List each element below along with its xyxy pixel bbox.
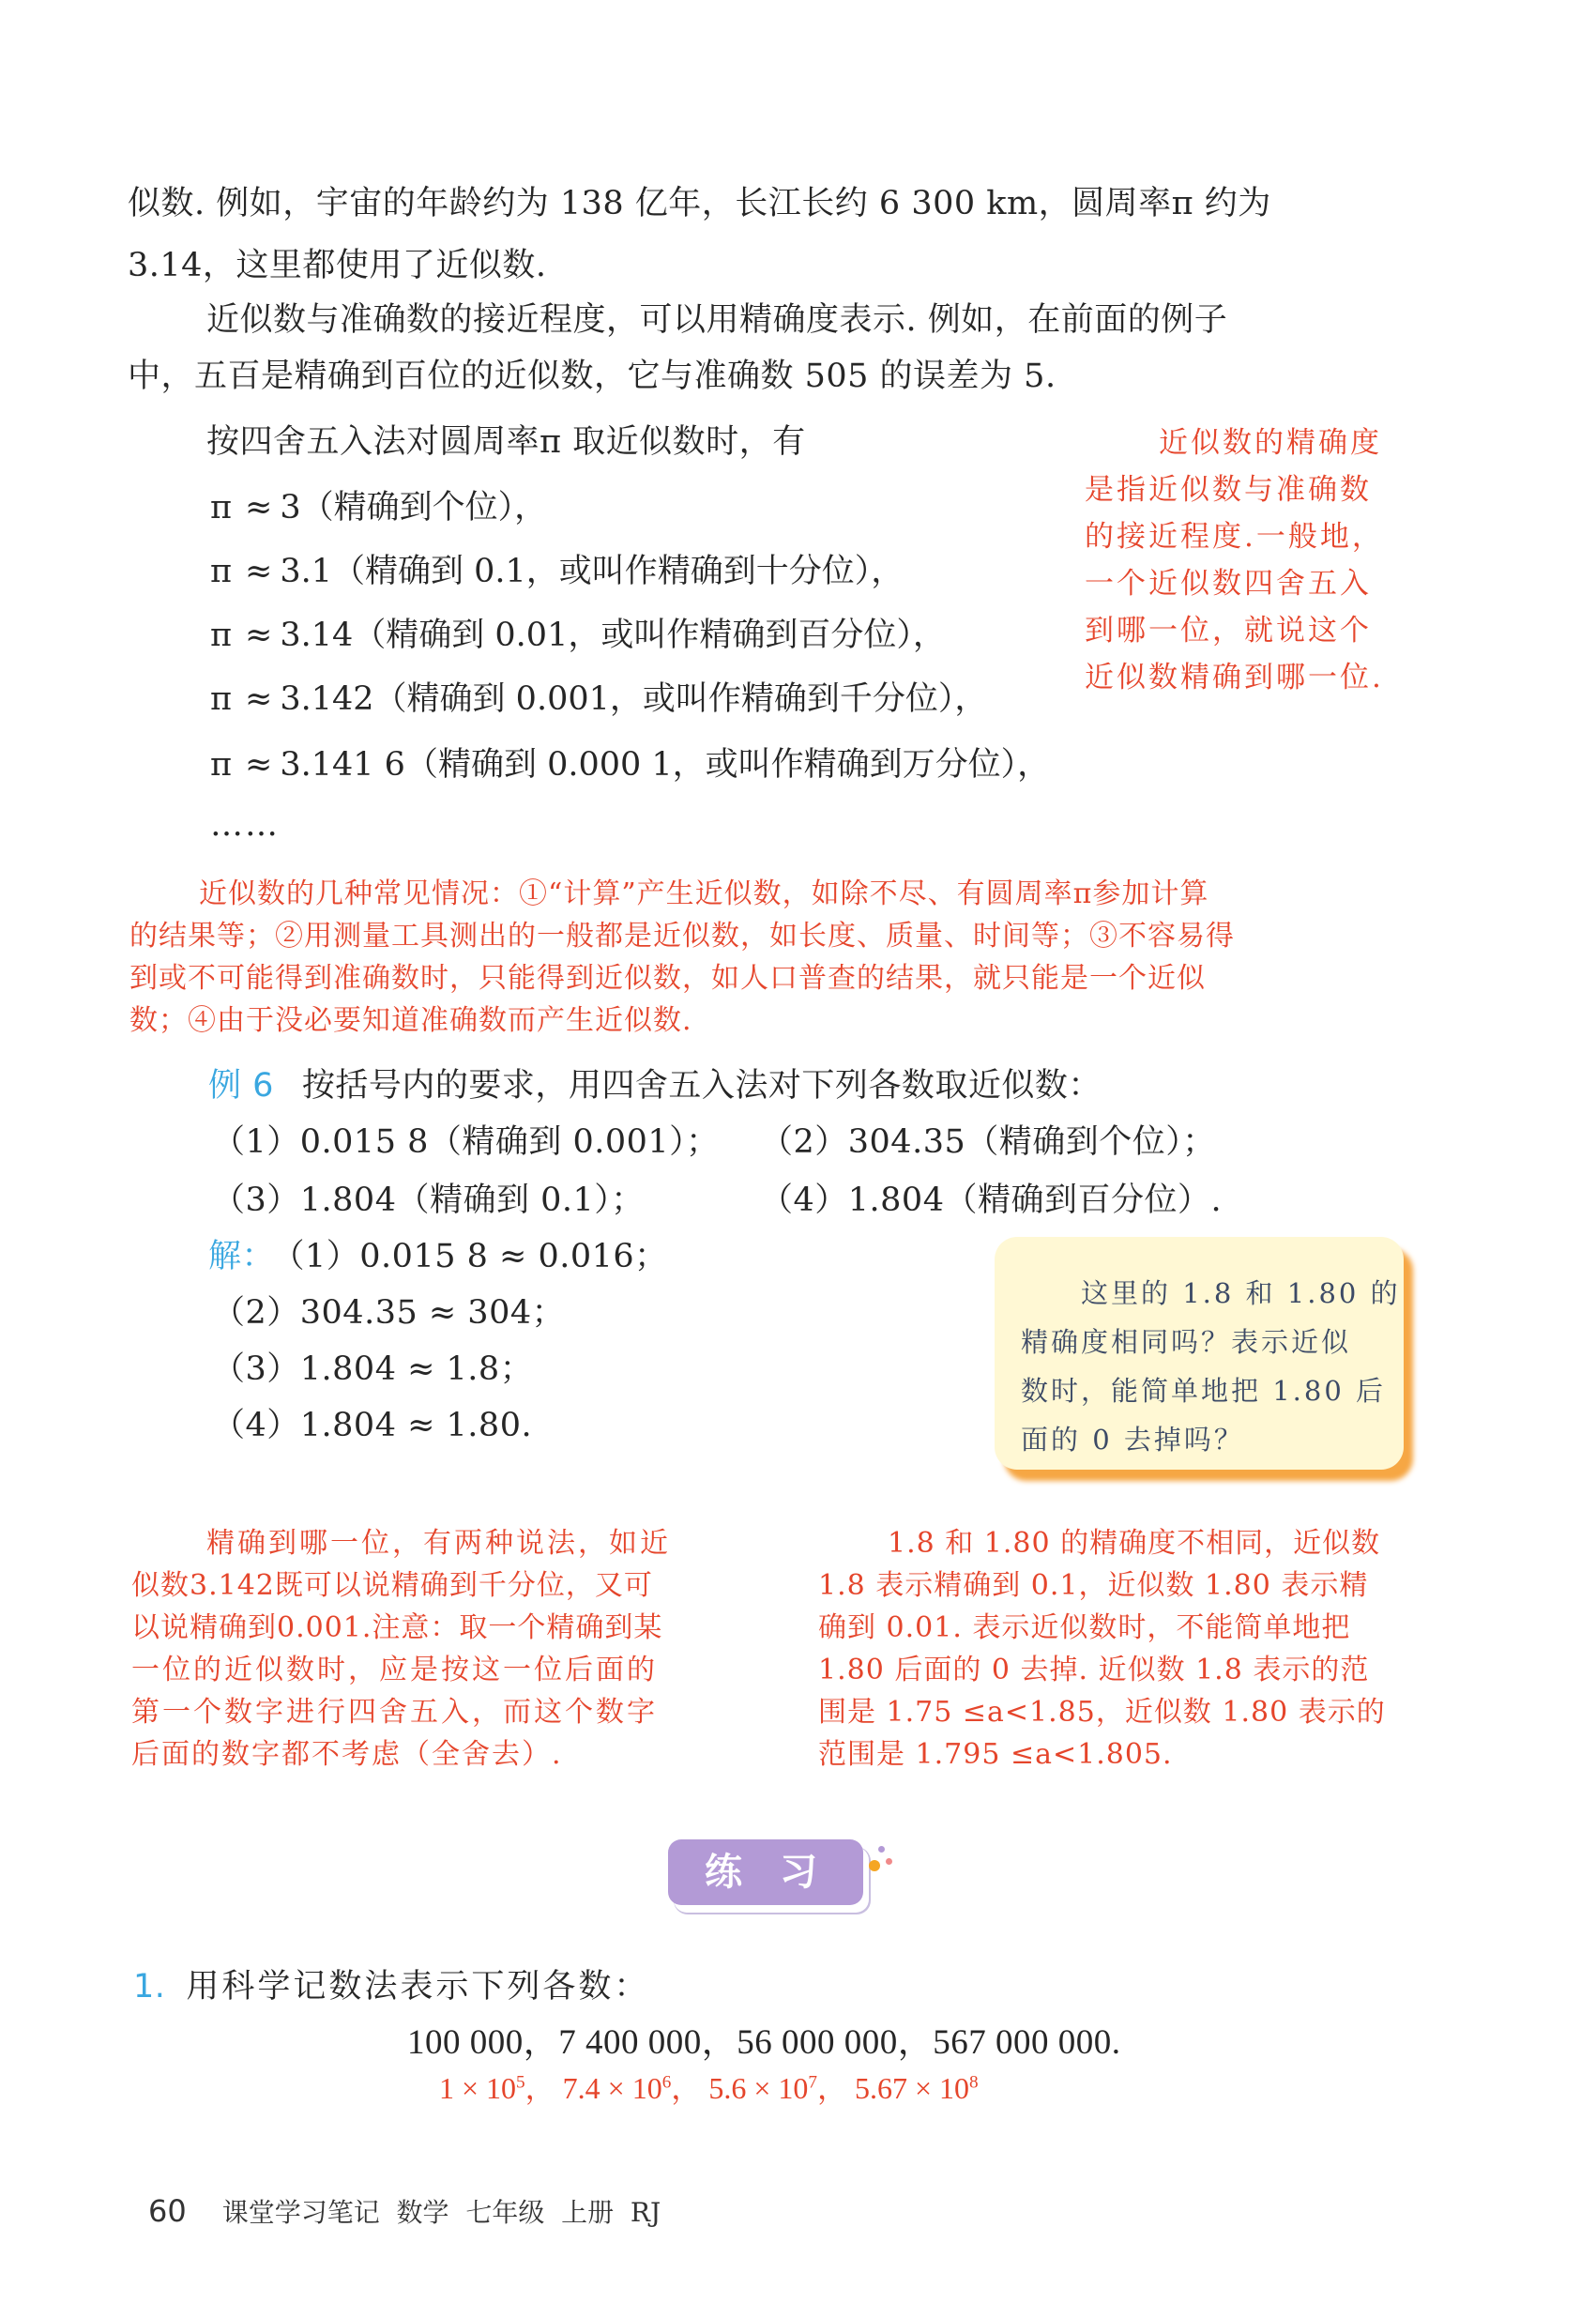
solution-step: （3）1.804 ≈ 1.8； xyxy=(212,1350,534,1388)
pi-approx-row xyxy=(210,672,987,726)
common-cases-line: 近似数的几种常见情况：①“计算”产生近似数，如除不尽、有圆周率π参加计算 xyxy=(199,877,1209,910)
answer-term: $7.4 \times 10^6$， xyxy=(562,2071,702,2105)
pi-symbol: π xyxy=(210,553,233,590)
pi-value: 3.141 6 xyxy=(280,746,405,784)
tip-line: 精确度相同吗？表示近似 xyxy=(1021,1326,1352,1358)
pi-approx-row xyxy=(210,608,946,663)
example-item: （2）304.35（精确到个位）； xyxy=(760,1123,1216,1161)
side-note-line: 近似数精确到哪一位. xyxy=(1085,661,1384,694)
example-label: 例 6 xyxy=(208,1067,274,1105)
pi-symbol: π xyxy=(210,680,233,718)
question-text: 用科学记数法表示下列各数： xyxy=(186,1968,650,2006)
example-item: （3）1.804（精确到 0.1）； xyxy=(212,1182,645,1219)
note-left-line: 一位的近似数时，应是按这一位后面的 xyxy=(131,1654,658,1686)
exercise-question-1 xyxy=(133,1960,649,2014)
exercise-badge: 练习 xyxy=(668,1839,863,1905)
intro-line-2: 3.14，这里都使用了近似数. xyxy=(128,247,547,284)
note-left-line: 后面的数字都不考虑（全舍去）. xyxy=(131,1738,563,1771)
pi-precision: （精确到 0.1，或叫作精确到十分位）， xyxy=(332,553,904,590)
example-item: （1）0.015 8（精确到 0.001）； xyxy=(212,1123,720,1161)
note-right-line: 1.8 表示精确到 0.1，近似数 1.80 表示精 xyxy=(818,1569,1369,1602)
answer-scientific-notation xyxy=(439,2065,979,2112)
answer-term: $1 \times 10^5$， xyxy=(439,2071,555,2105)
note-right-line: 1.8 和 1.80 的精确度不相同，近似数 xyxy=(888,1527,1381,1560)
intro-line-3: 近似数与准确数的接近程度，可以用精确度表示. 例如，在前面的例子 xyxy=(206,301,1228,339)
approx-sign: ≈ xyxy=(245,746,273,784)
common-cases-line: 的结果等；②用测量工具测出的一般都是近似数，如长度、质量、时间等；③不容易得 xyxy=(129,920,1235,953)
note-left-line: 精确到哪一位，有两种说法，如近 xyxy=(206,1527,671,1560)
solution-label: 解： xyxy=(208,1238,276,1275)
approx-sign: ≈ xyxy=(245,680,273,718)
page-number: 60 xyxy=(148,2193,187,2229)
question-numbers: 100 000，7 400 000，56 000 000，567 000 000. xyxy=(407,2023,1121,2062)
side-note-line: 一个近似数四舍五入 xyxy=(1085,567,1372,601)
question-number: 1. xyxy=(133,1968,166,2006)
pi-value: 3.142 xyxy=(280,680,374,718)
decor-dot-orange-icon xyxy=(869,1860,880,1871)
intro-line-4: 中，五百是精确到百位的近似数，它与准确数 505 的误差为 5. xyxy=(128,358,1056,395)
side-note-line: 近似数的精确度 xyxy=(1159,426,1382,460)
pi-precision: （精确到 0.01，或叫作精确到百分位）， xyxy=(353,617,946,654)
note-left-line: 似数3.142既可以说精确到千分位，又可 xyxy=(131,1569,653,1602)
solution-step: （4）1.804 ≈ 1.80. xyxy=(212,1407,533,1444)
solution-step: （2）304.35 ≈ 304； xyxy=(212,1294,566,1332)
approx-sign: ≈ xyxy=(245,489,273,526)
note-right-line: 确到 0.01. 表示近似数时，不能简单地把 xyxy=(818,1611,1351,1644)
pi-value: 3.1 xyxy=(280,553,333,590)
common-cases-line: 数；④由于没必要知道准确数而产生近似数. xyxy=(129,1004,692,1037)
pi-symbol: π xyxy=(210,746,233,784)
pi-value: 3 xyxy=(280,489,301,526)
pi-symbol: π xyxy=(210,617,233,654)
common-cases-line: 到或不可能得到准确数时，只能得到近似数，如人口普查的结果，就只能是一个近似 xyxy=(129,962,1206,995)
tip-line: 这里的 1.8 和 1.80 的 xyxy=(1081,1277,1401,1309)
side-note-line: 到哪一位，就说这个 xyxy=(1085,614,1372,648)
approx-sign: ≈ xyxy=(245,617,273,654)
pi-approx-row xyxy=(210,738,1050,792)
pi-value: 3.14 xyxy=(280,617,354,654)
pi-precision: （精确到 0.001，或叫作精确到千分位）， xyxy=(373,680,988,718)
pi-approx-row xyxy=(210,544,904,599)
pi-precision: （精确到个位）， xyxy=(300,489,548,526)
intro-line-5: 按四舍五入法对圆周率π 取近似数时，有 xyxy=(206,423,806,461)
tip-line: 数时，能简单地把 1.80 后 xyxy=(1021,1375,1387,1407)
note-left-line: 第一个数字进行四舍五入，而这个数字 xyxy=(131,1696,658,1729)
decor-dot-purple-icon xyxy=(878,1846,885,1853)
book-title: 课堂学习笔记 数学 七年级 上册 RJ xyxy=(221,2197,661,2228)
answer-term: $5.67 \times 10^8$ xyxy=(854,2071,979,2105)
approx-sign: ≈ xyxy=(245,553,273,590)
note-right-line: 范围是 1.795 ≤a<1.805. xyxy=(818,1738,1173,1771)
example-item: （4）1.804（精确到百分位）. xyxy=(760,1182,1223,1219)
intro-line-1: 似数. 例如，宇宙的年龄约为 138 亿年，长江长约 6 300 km，圆周率π 约为 xyxy=(128,185,1271,222)
note-right-line: 1.80 后面的 0 去掉. 近似数 1.8 表示的范 xyxy=(818,1654,1370,1686)
example-prompt: 按括号内的要求，用四舍五入法对下列各数取近似数： xyxy=(301,1067,1102,1105)
answer-term: $5.6 \times 10^7$， xyxy=(708,2071,847,2105)
side-note-line: 的接近程度.一般地， xyxy=(1085,520,1384,554)
solution-line xyxy=(208,1229,668,1284)
example-heading xyxy=(208,1059,1102,1113)
ellipsis: …… xyxy=(210,806,280,844)
tip-line: 面的 0 去掉吗？ xyxy=(1021,1424,1244,1456)
pi-precision: （精确到 0.000 1，或叫作精确到万分位）， xyxy=(404,746,1051,784)
pi-approx-row xyxy=(210,480,547,535)
pi-symbol: π xyxy=(210,489,233,526)
side-note-line: 是指近似数与准确数 xyxy=(1085,473,1372,507)
tip-box xyxy=(995,1237,1404,1470)
decor-dot-pink-icon xyxy=(886,1858,892,1865)
note-right-line: 围是 1.75 ≤a<1.85，近似数 1.80 表示的 xyxy=(818,1696,1386,1729)
page-footer xyxy=(148,2192,661,2230)
solution-step: （1）0.015 8 ≈ 0.016； xyxy=(288,1238,668,1275)
note-left-line: 以说精确到0.001.注意：取一个精确到某 xyxy=(131,1611,663,1644)
